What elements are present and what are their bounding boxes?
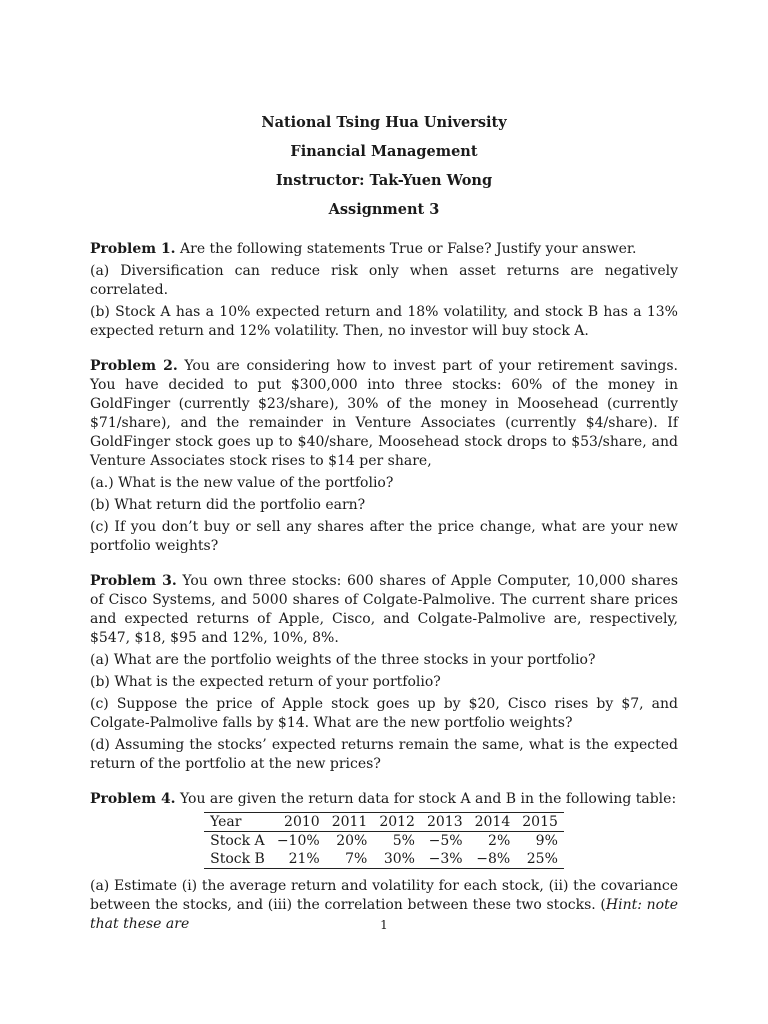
- table-cell: −10%: [276, 833, 320, 849]
- sub-question-text: (a) Estimate (i) the average return and volatility for each stock, (ii) the covariance between the stocks, and (iii) the correlation between these two stocks. (: [90, 878, 678, 913]
- hint-text: Hint: note that these are: [90, 897, 679, 932]
- table-header-cell: 2015: [522, 814, 558, 830]
- university-name: National Tsing Hua University: [261, 114, 507, 131]
- table-header-cell: 2013: [426, 814, 463, 830]
- sub-question: (a) What are the portfolio weights of the three stocks in your portfolio?: [90, 652, 596, 668]
- table-header-row: [204, 813, 564, 832]
- table-row: [204, 850, 564, 869]
- table-cell: 30%: [383, 851, 415, 867]
- table-header-cell: 2012: [379, 814, 415, 830]
- instructor-name: Instructor: Tak-Yuen Wong: [275, 172, 493, 189]
- page-number: 1: [380, 918, 388, 932]
- table-cell: 2%: [488, 833, 511, 849]
- problem-4: [90, 790, 678, 934]
- table-cell: 25%: [526, 851, 558, 867]
- problem-3: [90, 572, 678, 774]
- table-row: [204, 832, 564, 851]
- problem-statement: [90, 790, 678, 809]
- sub-question: (b) What is the expected return of your portfolio?: [90, 674, 441, 690]
- table-cell: 5%: [392, 833, 415, 849]
- course-name: Financial Management: [290, 143, 478, 160]
- sub-question: (a.) What is the new value of the portfolio?: [90, 475, 394, 491]
- problem-label: Problem 2.: [90, 358, 178, 374]
- table-cell: −3%: [428, 851, 463, 867]
- table-header-cell: Year: [210, 814, 242, 830]
- sub-question: (b) Stock A has a 10% expected return and 18% volatility, and stock B has a 13% expected return and 12% volatility. Then, no investor will buy stock A.: [90, 304, 678, 339]
- table-header-cell: 2014: [474, 814, 511, 830]
- problem-statement: [90, 357, 678, 471]
- problem-intro: You are given the return data for stock A and B in the following table:: [180, 791, 677, 807]
- sub-question: (c) If you don’t buy or sell any shares after the price change, what are your new portfolio weights?: [90, 519, 678, 554]
- problem-statement: [90, 572, 678, 648]
- sub-question: (a) Diversification can reduce risk only when asset returns are negatively correlated.: [90, 263, 678, 298]
- problem-label: Problem 3.: [90, 573, 177, 589]
- table-cell: −8%: [476, 851, 511, 867]
- problem-intro: You are considering how to invest part of your retirement savings. You have decided to put $300,000 into three stocks: 60% of the money in GoldFinger (currently $23/share), 30% of the money in Moosehead (currently $71/share), and the remainder in Venture Associates (currently $4/share). If GoldFinger stock goes up to $40/share, Moosehead stock drops to $53/share, and Venture Associates stock rises to $14 per share,: [90, 358, 678, 469]
- table-cell: Stock B: [210, 851, 265, 867]
- problem-intro: Are the following statements True or False? Justify your answer.: [180, 241, 637, 257]
- sub-question: (d) Assuming the stocks’ expected returns remain the same, what is the expected return of the portfolio at the new prices?: [90, 737, 678, 772]
- table-cell: 20%: [336, 833, 368, 849]
- table-cell: Stock A: [210, 833, 265, 849]
- table-cell: 9%: [535, 833, 558, 849]
- table-cell: 21%: [288, 851, 320, 867]
- problems-content: [90, 240, 678, 934]
- table-header-cell: 2011: [331, 814, 368, 830]
- sub-question: (c) Suppose the price of Apple stock goes up by $20, Cisco rises by $7, and Colgate-Palmolive falls by $14. What are the new portfolio weights?: [90, 696, 678, 731]
- return-data-table: [204, 812, 564, 869]
- document-header: [90, 0, 678, 224]
- table-cell: 7%: [345, 851, 368, 867]
- assignment-title: Assignment 3: [328, 201, 440, 218]
- problem-label: Problem 1.: [90, 241, 176, 257]
- problem-1: [90, 240, 678, 341]
- problem-intro: You own three stocks: 600 shares of Apple Computer, 10,000 shares of Cisco Systems, and 5000 shares of Colgate-Palmolive. The current share prices and expected returns of Apple, Cisco, and Colgate-Palmolive are, respectively, $547, $18, $95 and 12%, 10%, 8%.: [90, 573, 679, 646]
- table-cell: −5%: [428, 833, 463, 849]
- problem-label: Problem 4.: [90, 791, 176, 807]
- problem-2: [90, 357, 678, 556]
- problem-statement: [90, 240, 678, 259]
- table-header-cell: 2010: [284, 814, 320, 830]
- sub-question: (b) What return did the portfolio earn?: [90, 497, 366, 513]
